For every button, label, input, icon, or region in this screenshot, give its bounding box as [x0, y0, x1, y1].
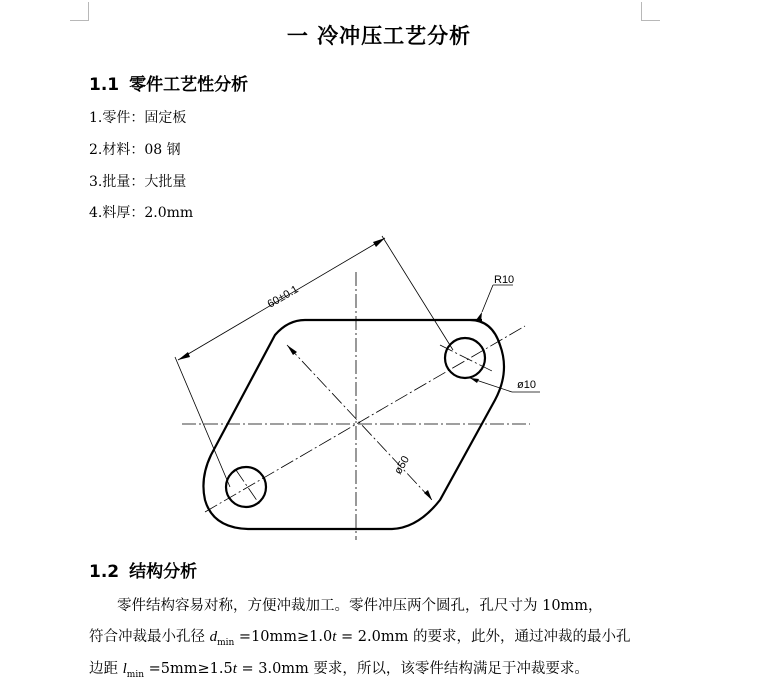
paragraph-line-3 [89, 657, 649, 680]
part-outline [203, 320, 504, 529]
var-l: l [122, 661, 127, 677]
section-heading-text: 结构分析 [129, 562, 198, 582]
dimension-length-label: 60±0.1 [265, 283, 301, 311]
var-t: t [332, 629, 337, 645]
paragraph-line-1: 零件结构容易对称，方便冲裁加工。零件冲压两个圆孔，孔尺寸为 10mm， [117, 598, 603, 614]
spec-item-part: 1.零件：固定板 [89, 110, 187, 126]
text-run: 边距 [89, 661, 123, 677]
var-d: d [209, 629, 218, 645]
section-heading-text: 零件工艺性分析 [129, 75, 249, 95]
dimension-radius-label: R10 [494, 274, 515, 286]
section-heading-1-2 [89, 557, 197, 582]
subscript-min: min [217, 637, 235, 648]
section-number: 1.2 [89, 562, 120, 582]
dimension-arc-label: ø50 [392, 454, 413, 477]
hole-right [445, 338, 485, 378]
dimension-hole-label: ø10 [517, 379, 536, 391]
paragraph-line-2 [89, 625, 649, 648]
chapter-title: 一 冷冲压工艺分析 [286, 24, 472, 48]
var-t: t [232, 661, 237, 677]
spec-item-material: 2.材料：08 钢 [89, 142, 181, 158]
text-run: = 2.0mm 的要求，此外，通过冲裁的最小孔 [336, 629, 631, 645]
section-number: 1.1 [89, 75, 120, 95]
text-run: =5mm≥1.5 [144, 661, 233, 677]
hole-left [226, 467, 266, 507]
subscript-min: min [126, 669, 144, 680]
text-run: = 3.0mm 要求，所以，该零件结构满足于冲裁要求。 [236, 661, 589, 677]
spec-item-thickness: 4.料厚：2.0mm [89, 205, 194, 221]
spec-item-batch: 3.批量：大批量 [89, 174, 187, 190]
text-run: 符合冲裁最小孔径 [89, 629, 210, 645]
text-run: =10mm≥1.0 [234, 629, 333, 645]
center-lines [182, 272, 530, 540]
